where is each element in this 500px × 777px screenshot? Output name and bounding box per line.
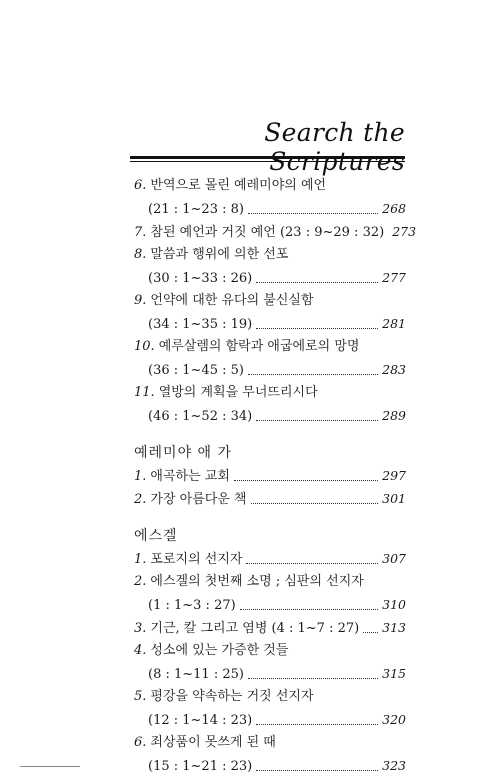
toc-entry-ref[interactable] [148,406,406,426]
section-heading-lamentations: 예레미야 애 가 [134,445,233,461]
entry-page: 281 [382,316,406,331]
entry-ref: (30 : 1~33 : 26) [148,271,253,286]
entry-page: 313 [382,620,406,635]
entry-title: 예루살렘의 함락과 애굽에로의 망명 [158,339,360,354]
entry-number: 11. [134,385,155,400]
toc-entry-ref[interactable] [148,595,406,615]
section-heading-ezekiel: 에스겔 [134,528,178,544]
header-rule-thin [130,161,405,162]
entry-number: 9. [134,293,147,308]
header-rule [130,156,405,159]
leader-dots [248,204,378,214]
leader-dots [256,273,378,283]
entry-number: 10. [134,339,155,354]
toc-entry[interactable] [134,383,406,403]
leader-dots [248,365,378,375]
entry-number: 1. [134,552,147,567]
toc-entry-ref[interactable] [148,756,406,776]
toc-entry-ref[interactable] [148,360,406,380]
toc-entry[interactable] [134,245,406,265]
leader-dots [246,554,378,564]
entry-title: 말씀과 행위에 의한 선포 [150,247,289,262]
toc-entry[interactable] [134,176,406,196]
toc-entry-ref[interactable] [148,314,406,334]
entry-page: 289 [382,408,406,423]
toc-entry-ref[interactable] [148,268,406,288]
toc-entry[interactable] [134,687,406,707]
leader-dots [363,623,378,633]
entry-page: 320 [382,712,406,727]
entry-title: 에스겔의 첫번째 소명 ; 심판의 선지자 [150,574,364,589]
leader-dots [256,715,378,725]
entry-title: 평강을 약속하는 거짓 선지자 [150,689,314,704]
entry-ref: (34 : 1~35 : 19) [148,317,253,332]
entry-ref: (12 : 1~14 : 23) [148,713,253,728]
running-header [130,118,405,158]
entry-page: 301 [382,491,406,506]
toc-entry[interactable] [134,291,406,311]
entry-title: 성소에 있는 가증한 것들 [150,643,289,658]
leader-dots [248,669,378,679]
leader-dots [256,319,378,329]
entry-title: 열방의 계획을 무너뜨리시다 [158,385,318,400]
toc-entry-ref[interactable] [148,664,406,684]
toc-entry[interactable] [134,618,406,638]
entry-number: 3. [134,621,147,636]
entry-number: 4. [134,643,147,658]
entry-page: 297 [382,468,406,483]
leader-dots [256,761,378,771]
entry-title: 반역으로 몰린 예레미야의 예언 [150,178,327,193]
entry-ref: (36 : 1~45 : 5) [148,363,244,378]
entry-title: 참된 예언과 거짓 예언 (23 : 9~29 : 32) [150,225,385,240]
header-title: Search the [264,118,405,147]
toc-entry[interactable] [134,222,417,242]
entry-page: 273 [392,224,417,239]
toc-entry[interactable] [134,489,406,509]
leader-dots [256,411,378,421]
entry-number: 8. [134,247,147,262]
toc-entry[interactable] [134,641,406,661]
entry-ref: (8 : 1~11 : 25) [148,667,244,682]
entry-page: 283 [382,362,406,377]
entry-title: 가장 아름다운 책 [150,492,247,507]
toc-entry[interactable] [134,572,406,592]
footer-rule [20,766,80,767]
entry-number: 2. [134,492,147,507]
entry-number: 1. [134,469,147,484]
entry-number: 2. [134,574,147,589]
leader-dots [251,494,379,504]
entry-page: 323 [382,758,406,773]
entry-number: 6. [134,178,147,193]
leader-dots [240,600,378,610]
toc-entry-ref[interactable] [148,199,406,219]
entry-page: 307 [382,551,406,566]
entry-number: 6. [134,735,147,750]
entry-page: 315 [382,666,406,681]
entry-title: 애곡하는 교회 [150,469,230,484]
leader-dots [234,471,378,481]
entry-page: 310 [382,597,406,612]
entry-page: 268 [382,201,406,216]
toc-entry[interactable] [134,549,406,569]
entry-title: 기근, 칼 그리고 염병 (4 : 1~7 : 27) [150,621,360,636]
entry-ref: (46 : 1~52 : 34) [148,409,253,424]
entry-title: 죄상품이 못쓰게 된 때 [150,735,276,750]
entry-ref: (21 : 1~23 : 8) [148,202,244,217]
entry-page: 277 [382,270,406,285]
toc-entry-ref[interactable] [148,710,406,730]
entry-number: 5. [134,689,147,704]
entry-ref: (15 : 1~21 : 23) [148,759,253,774]
entry-title: 포로지의 선지자 [150,552,243,567]
entry-number: 7. [134,225,147,240]
toc-entry[interactable] [134,733,406,753]
entry-ref: (1 : 1~3 : 27) [148,598,236,613]
entry-title: 언약에 대한 유다의 불신실함 [150,293,314,308]
toc-entry[interactable] [134,337,406,357]
toc-entry[interactable] [134,466,406,486]
